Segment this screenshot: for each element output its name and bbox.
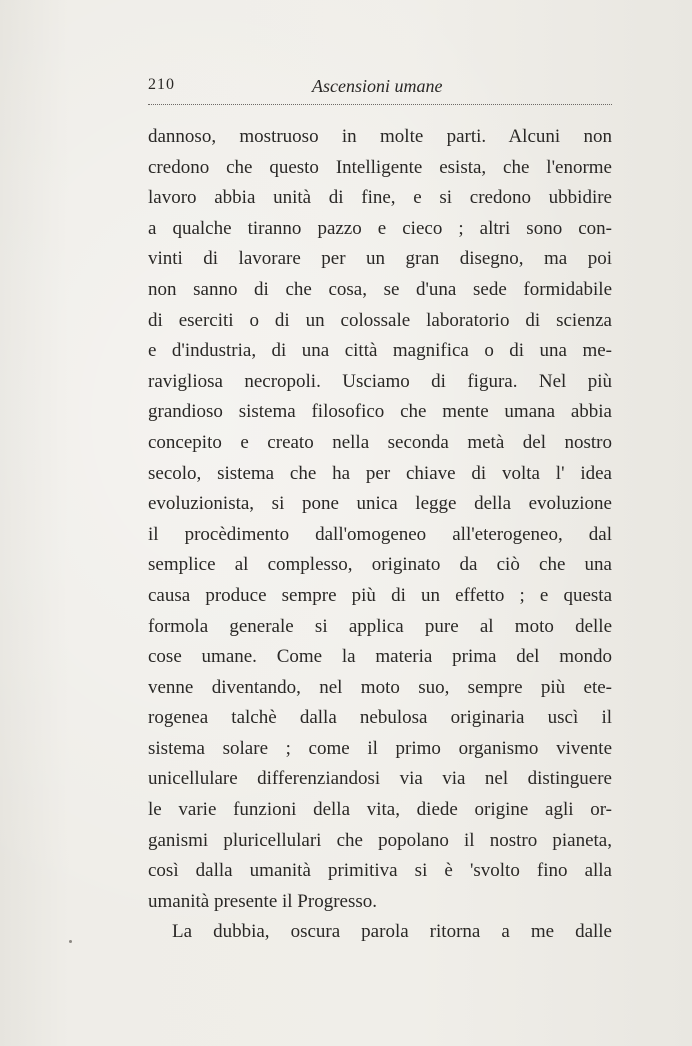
paper-speck — [69, 940, 72, 943]
text-line: dannoso, mostruoso in molte parti. Alcuni non — [148, 126, 612, 147]
text-line: credono che questo Intelligente esista, che l'enorme — [148, 156, 612, 178]
text-line: rogenea talchè dalla nebulosa originaria uscì il — [148, 707, 612, 729]
text-line: ganismi pluricellulari che popolano il nostro pianeta, — [148, 829, 612, 851]
text-line: il procèdimento dall'omogeneo all'eterogeneo, dal — [148, 523, 612, 545]
text-line: secolo, sistema che ha per chiave di volta l' idea — [148, 462, 612, 484]
text-line: vinti di lavorare per un gran disegno, ma poi — [148, 248, 612, 270]
header-divider — [148, 104, 612, 105]
text-line: a qualche tiranno pazzo e cieco ; altri sono con- — [148, 217, 612, 239]
text-line: causa produce sempre più di un effetto ; e questa — [148, 584, 612, 606]
text-line: di eserciti o di un colossale laboratorio di scienza — [148, 309, 612, 331]
page-header — [148, 76, 612, 100]
page-number: 210 — [148, 76, 175, 93]
text-line: non sanno di che cosa, se d'una sede formidabile — [148, 278, 612, 300]
text-line: sistema solare ; come il primo organismo vivente — [148, 737, 612, 759]
running-title: Ascensioni umane — [312, 76, 443, 96]
text-line: concepito e creato nella seconda metà del nostro — [148, 431, 612, 453]
text-line: lavoro abbia unità di fine, e si credono ubbidire — [148, 187, 612, 209]
text-line: umanità presente il Progresso. — [148, 890, 378, 912]
body-text — [148, 122, 612, 948]
paragraph-1 — [148, 122, 612, 917]
text-line: grandioso sistema filosofico che mente umana abbia — [148, 401, 612, 423]
text-line: e d'industria, di una città magnifica o di una me- — [148, 340, 612, 362]
text-line: semplice al complesso, originato da ciò che una — [148, 554, 612, 576]
paragraph-2 — [148, 917, 612, 948]
text-line: unicellulare differenziandosi via via nel distinguere — [148, 768, 612, 790]
text-line: evoluzionista, si pone unica legge della evoluzione — [148, 493, 612, 515]
text-line: La dubbia, oscura parola ritorna a me dalle — [172, 921, 612, 943]
text-line: così dalla umanità primitiva si è 'svolto fino alla — [148, 860, 612, 882]
text-line: venne diventando, nel moto suo, sempre più ete- — [148, 676, 612, 698]
text-line: ravigliosa necropoli. Usciamo di figura. Nel più — [148, 370, 612, 392]
text-line: le varie funzioni della vita, diede origine agli or- — [148, 799, 612, 821]
text-line: cose umane. Come la materia prima del mondo — [148, 646, 612, 668]
text-line: formola generale si applica pure al moto delle — [148, 615, 612, 637]
